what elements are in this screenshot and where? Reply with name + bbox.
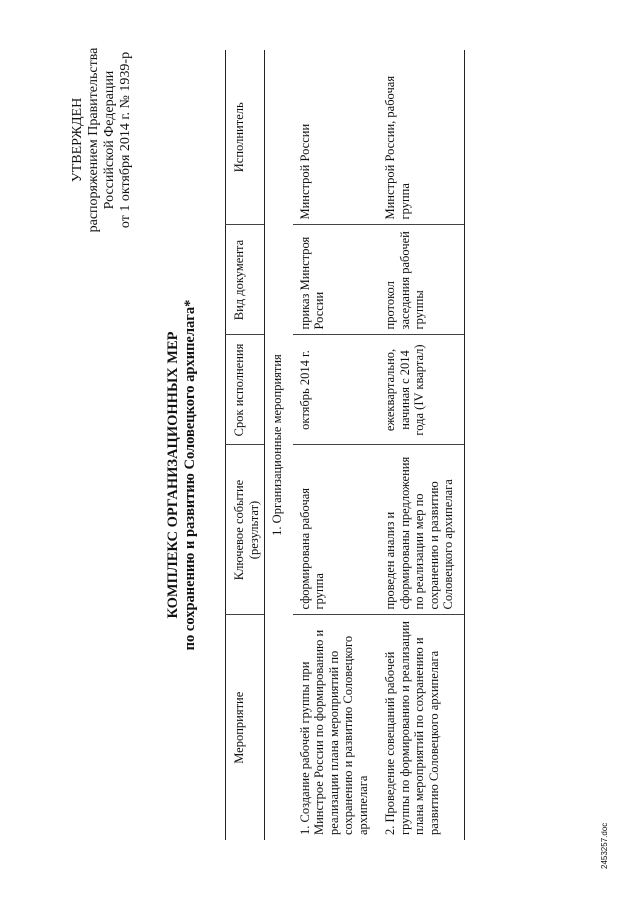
title-line: по сохранению и развитию Соловецкого архипелага* <box>182 299 198 651</box>
section-title: 1. Организационные мероприятия <box>270 354 284 536</box>
approval-line: Российской Федерации <box>102 70 117 210</box>
column-header: Срок исполнения <box>226 335 265 445</box>
column-header: Мероприятие <box>226 615 265 840</box>
column-header: Вид документа <box>226 225 265 335</box>
executor-cell: Минстрой России, рабочая группа <box>378 50 464 225</box>
table-header-row <box>226 50 265 840</box>
event-cell: проведен анализ и сформированы предложения по реализации мер по сохранению и развитию Соловецкого архипелага <box>378 445 464 615</box>
deadline-cell: ежеквартально, начиная с 2014 года (IV квартал) <box>378 335 464 445</box>
table-row <box>378 50 464 840</box>
doc-type-cell: протокол заседания рабочей группы <box>378 225 464 335</box>
section-row <box>265 50 293 840</box>
approval-stamp <box>70 30 134 250</box>
measures-table <box>225 50 465 840</box>
executor-cell: Минстрой России <box>297 123 312 220</box>
approval-line: от 1 октября 2014 г. № 1939-р <box>118 51 133 229</box>
title-line: КОМПЛЕКС ОРГАНИЗАЦИОННЫХ МЕР <box>165 331 181 619</box>
approval-line: УТВЕРЖДЕН <box>70 97 85 183</box>
column-header: Исполнитель <box>226 50 265 225</box>
file-code: 2453257.doc <box>600 822 609 869</box>
measure-cell: 2. Проведение совещаний рабочей группы по формированию и реализации плана мероприятий по сохранению и развитию Соловецкого архипелага <box>378 615 464 840</box>
deadline-cell: октябрь 2014 г. <box>293 335 379 445</box>
measure-cell: 1. Создание рабочей группы при Минстрое России по формированию и реализации плана мероприятий по сохранению и развитию Соловецкого архипелага <box>293 615 379 840</box>
approval-line: распоряжением Правительства <box>86 47 101 233</box>
event-cell: сформирована рабочая группа <box>293 445 379 615</box>
table-row <box>293 50 379 840</box>
doc-type-cell: приказ Минстроя России <box>293 225 379 335</box>
document-title <box>165 195 199 755</box>
column-header: Ключевое событие (результат) <box>226 445 265 615</box>
